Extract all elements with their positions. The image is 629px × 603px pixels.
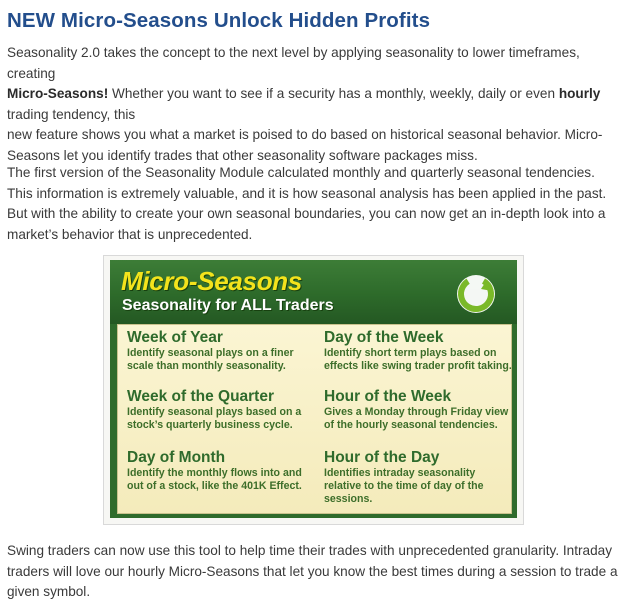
- graphic-title: Micro-Seasons: [121, 266, 303, 296]
- page-title: NEW Micro-Seasons Unlock Hidden Profits: [7, 9, 431, 32]
- graphic-subtitle: Seasonality for ALL Traders: [122, 297, 334, 314]
- closing-paragraph: Swing traders can now use this tool to help time their trades with unprecedented granularity. Intraday traders will love our hourly Micro-Seasons that let you know the best times during a session to trade a given symbol.: [7, 543, 618, 599]
- feature-desc: Identify seasonal plays based on a stock’s quarterly business cycle.: [127, 406, 302, 431]
- micro-seasons-emphasis: Micro-Seasons!: [7, 86, 109, 101]
- intro-text-1: Seasonality 2.0 takes the concept to the next level by applying seasonality to lower timeframes, creating: [7, 45, 580, 81]
- feature-desc: Identify short term plays based on effects like swing trader profit taking.: [324, 347, 512, 372]
- cycle-arrow-icon: [456, 274, 496, 314]
- feature-title: Week of Year: [127, 329, 223, 346]
- feature-hour-of-week: [324, 388, 514, 432]
- feature-title: Day of the Week: [324, 329, 444, 346]
- feature-desc: Identifies intraday seasonality relative to the time of day of the sessions.: [324, 467, 484, 505]
- intro-text-4: new feature shows you what a market is poised to do based on historical seasonal behavior. Micro-Seasons let you identify trades that other seasonality software packages miss.: [7, 127, 603, 163]
- feature-day-of-week: [324, 329, 514, 373]
- history-paragraph: The first version of the Seasonality Module calculated monthly and quarterly seasonal tendencies. This information is extremely valuable, and it is how seasonal analysis has been applied in the past. But with the ability to create your own seasonal boundaries, you can now get an in-depth look into a market’s behavior that is unprecedented.: [7, 165, 607, 242]
- graphic-banner: [110, 260, 517, 324]
- feature-title: Hour of the Day: [324, 449, 440, 466]
- feature-desc: Gives a Monday through Friday view of the hourly seasonal tendencies.: [324, 406, 509, 431]
- feature-day-of-month: [127, 449, 317, 493]
- feature-desc: Identify seasonal plays on a finer scale than monthly seasonality.: [127, 347, 294, 372]
- feature-title: Week of the Quarter: [127, 388, 275, 405]
- intro-text-3: trading tendency, this: [7, 106, 136, 122]
- feature-hour-of-day: [324, 449, 514, 506]
- features-panel: [117, 324, 512, 514]
- feature-title: Hour of the Week: [324, 388, 452, 405]
- feature-week-of-quarter: [127, 388, 317, 432]
- feature-desc: Identify the monthly flows into and out of a stock, like the 401K Effect.: [127, 467, 302, 492]
- micro-seasons-graphic: [103, 255, 524, 525]
- feature-title: Day of Month: [127, 449, 226, 466]
- hourly-emphasis: hourly: [558, 86, 601, 101]
- intro-paragraph: [7, 43, 619, 166]
- graphic-frame: [110, 260, 517, 518]
- intro-text-2: Whether you want to see if a security has a monthly, weekly, daily or even: [108, 86, 559, 101]
- feature-week-of-year: [127, 329, 317, 373]
